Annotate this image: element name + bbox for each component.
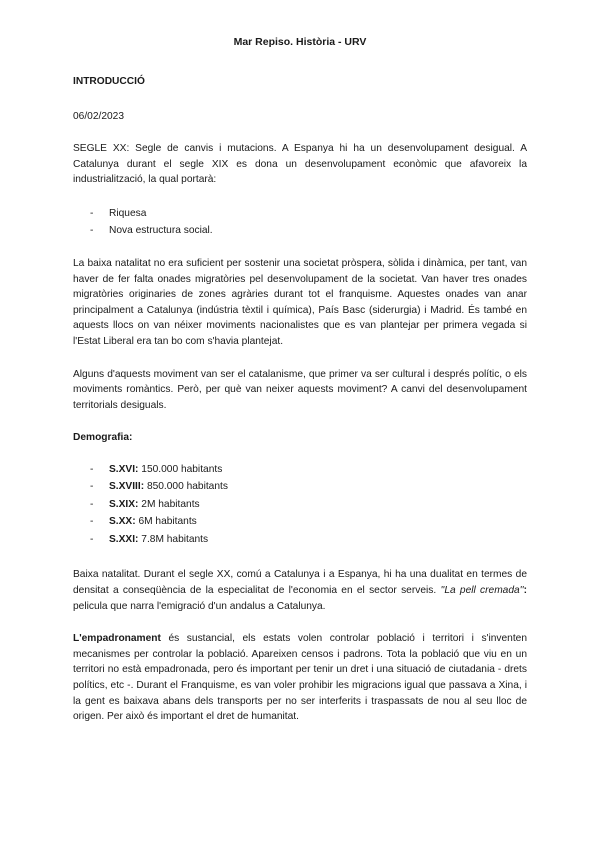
population-value: 6M habitants (135, 516, 197, 528)
century-label: S.XX: (109, 516, 136, 528)
section-title: INTRODUCCIÓ (73, 76, 145, 87)
list-item: - Riquesa (90, 207, 147, 219)
demografia-list (73, 461, 527, 549)
document-date: 06/02/2023 (73, 110, 124, 122)
paragraph-text: és sustancial, els estats volen controlar població i territori i s'inventen mecanismes per controlar la població. Apareixen censos i padrons. Tota la població que viu en un territori no està empadronada, pero és important per tenir un dret i una situació de ciutadania - drets polítics, etc -. Durant el Franquisme, es van voler prohibir les migracions igual que passava a Xina, i la gent es baixava abans dels transports per no ser interferits i traspassats de nou al seu lloc de origen. Per això és important el dret de humanitat. (73, 633, 527, 723)
list-item: - S.XXI: 7.8M habitants (90, 533, 209, 545)
paragraph-baixa-natalitat (73, 567, 527, 614)
list-item: - S.XVI: 150.000 habitants (90, 463, 223, 475)
demografia-title: Demografia: (73, 432, 133, 444)
page-header: Mar Repiso. Història - URV (233, 36, 367, 48)
population-value: 2M habitants (138, 498, 200, 510)
century-label: S.XVI: (109, 463, 139, 475)
list-item-text: Riquesa (109, 207, 147, 219)
paragraph-moviments: Alguns d'aquests moviment van ser el catalanisme, que primer va ser cultural i després polític, o els moviments romàntics. Però, per què van neixer aquests moviment? A canvi del desenvolupament territorials desiguals. (73, 368, 527, 411)
paragraph-text: pelicula que narra l'emigració d'un andalus a Catalunya. (73, 600, 326, 612)
paragraph-segle-xx: SEGLE XX: Segle de canvis i mutacions. A Espanya hi ha un desenvolupament desigual. A Catalunya durant el segle XIX es dona un desenvolupament econòmic que afavoreix la industrialització, la qual portarà: (73, 143, 527, 186)
film-title: ''La pell cremada'' (440, 585, 524, 596)
paragraph-empadronament (73, 631, 527, 725)
century-label: S.XVIII: (109, 481, 145, 493)
list-item: - S.XVIII: 850.000 habitants (90, 481, 228, 493)
century-label: S.XIX: (109, 498, 139, 510)
population-value: 150.000 habitants (138, 463, 223, 475)
paragraph-text: Baixa natalitat. Durant el segle XX, comú a Catalunya i a Espanya, hi ha una dualitat en termes de densitat a conseqüència de la especialitat de l'economia en el sector serveis. (73, 569, 527, 596)
document-body (73, 74, 527, 725)
list-item: - S.XX: 6M habitants (90, 516, 197, 528)
film-colon: : (523, 585, 527, 596)
list-item: - Nova estructura social. (90, 224, 213, 236)
paragraph-natalitat: La baixa natalitat no era suficient per sostenir una societat pròspera, sòlida i dinàmica, per tant, van haver de fer falta onades migratòries pel desenvolupament de la societat. Van haver tres onades migratòries originaries de zones agràries durant tot el franquisme. Aquestes onades van anar principalment a Catalunya (indústria tèxtil i química), País Basc (siderurgia) i Madrid. És també en aquests llocs on van néixer moviments nacionalistes que es van plantejar per primera vegada si l'Estat Liberal era tan bo com s'havia plantejat. (73, 257, 527, 347)
century-label: S.XXI: (109, 533, 139, 545)
list-item-text: Nova estructura social. (109, 224, 213, 236)
key-term: L'empadronament (73, 633, 161, 645)
list-item: - S.XIX: 2M habitants (90, 498, 200, 510)
population-value: 7.8M habitants (138, 533, 209, 545)
population-value: 850.000 habitants (144, 481, 228, 493)
consequences-list (73, 205, 527, 239)
